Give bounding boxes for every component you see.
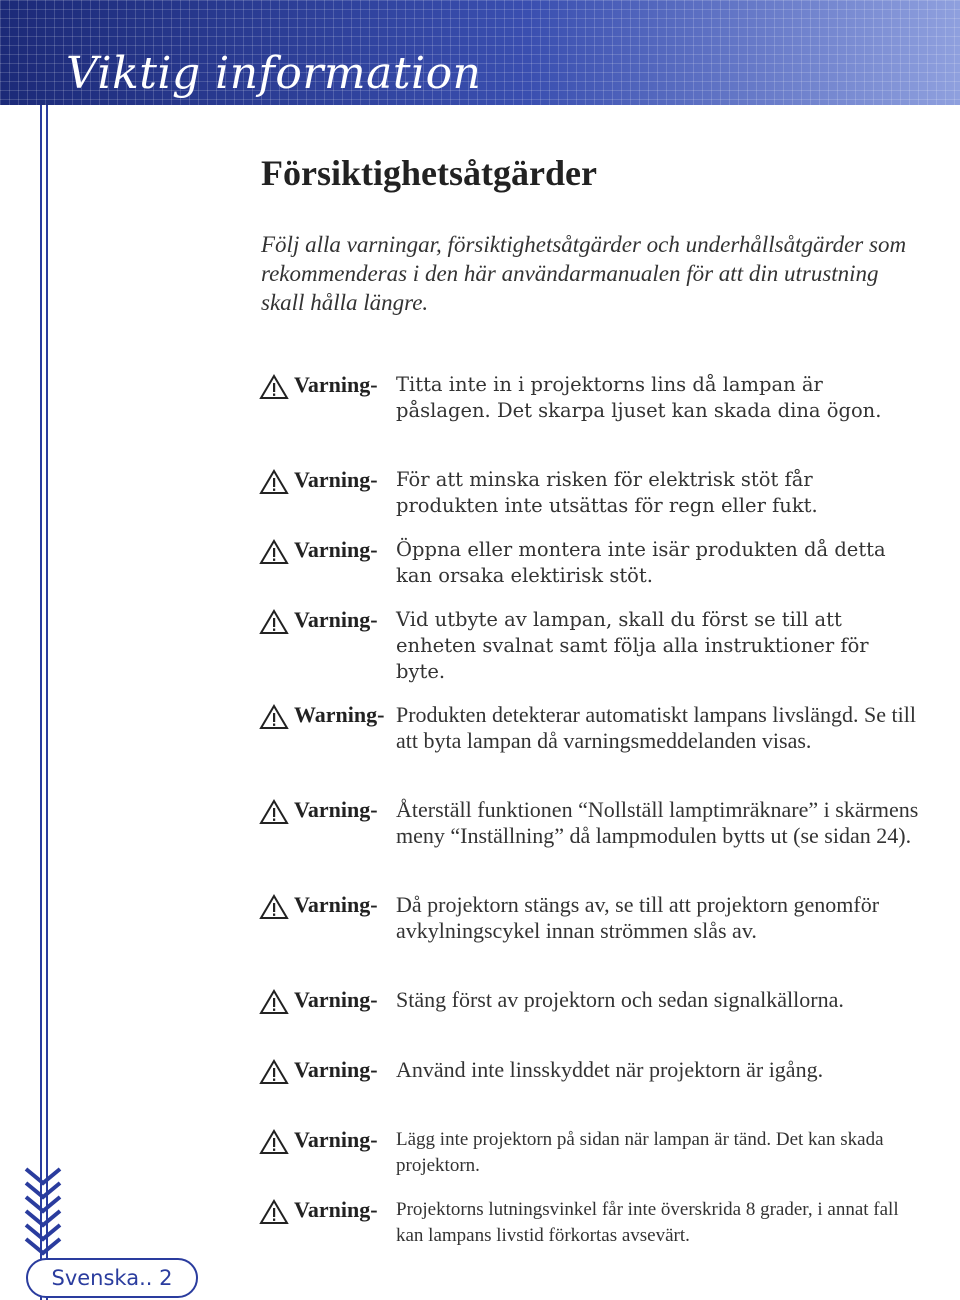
- warning-label: Varning-: [294, 537, 378, 562]
- warning-triangle-icon: [259, 539, 289, 565]
- warning-triangle-icon: [259, 1199, 289, 1225]
- warning-text: Titta inte in i projektorns lins då lampan är påslagen. Det skarpa ljuset kan skada dina ögon.: [396, 373, 882, 422]
- warning-text: För att minska risken för elektrisk stöt får produkten inte utsättas för regn eller fukt.: [396, 468, 818, 517]
- page-number-badge: Svenska.. 2: [26, 1258, 198, 1298]
- warning-label: Varning-: [294, 607, 378, 632]
- warning-text: Vid utbyte av lampan, skall du först se till att enheten svalnat samt följa alla instruktioner för byte.: [396, 608, 869, 683]
- page-header-title: Viktig information: [66, 48, 482, 99]
- warning-text: Stäng först av projektorn och sedan signalkällorna.: [396, 987, 844, 1012]
- warning-label: Varning-: [294, 1127, 378, 1152]
- warning-triangle-icon: [259, 469, 289, 495]
- warning-label: Warning-: [294, 702, 385, 727]
- warning-text: Återställ funktionen “Nollställ lamptimräknare” i skärmens meny “Inställning” då lampmodulen bytts ut (se sidan 24).: [396, 797, 919, 848]
- warning-text: Använd inte linsskyddet när projektorn är igång.: [396, 1057, 824, 1082]
- warning-label: Varning-: [294, 372, 378, 397]
- margin-rule-right: [46, 105, 48, 1300]
- warning-triangle-icon: [259, 704, 289, 730]
- warning-triangle-icon: [259, 1059, 289, 1085]
- intro-paragraph: Följ alla varningar, försiktighetsåtgärder och underhållsåtgärder som rekommenderas i den här användarmanualen för att din utrustning skall hålla längre.: [261, 232, 907, 315]
- warning-text: Projektorns lutningsvinkel får inte överskrida 8 grader, i annat fall kan lampans livstid förkortas avsevärt.: [396, 1199, 899, 1246]
- warning-label: Varning-: [294, 797, 378, 822]
- section-title: Försiktighetsåtgärder: [261, 153, 597, 193]
- warning-label: Varning-: [294, 892, 378, 917]
- warning-text: Produkten detekterar automatiskt lampans livslängd. Se till att byta lampan då varningsmeddelanden visas.: [396, 702, 916, 753]
- warning-text: Lägg inte projektorn på sidan när lampan är tänd. Det kan skada projektorn.: [396, 1129, 884, 1176]
- margin-rule-left: [40, 105, 42, 1300]
- warning-label: Varning-: [294, 467, 378, 492]
- page-header-band: [0, 0, 960, 105]
- warning-text: Öppna eller montera inte isär produkten då detta kan orsaka elektirisk stöt.: [396, 538, 886, 587]
- warning-text: Då projektorn stängs av, se till att projektorn genomför avkylningscykel innan strömmen slås av.: [396, 892, 880, 943]
- warning-triangle-icon: [259, 374, 289, 400]
- warning-label: Varning-: [294, 1197, 378, 1222]
- warning-label: Varning-: [294, 987, 378, 1012]
- warning-triangle-icon: [259, 989, 289, 1015]
- chevron-down-icon: [22, 1165, 64, 1257]
- warning-triangle-icon: [259, 1129, 289, 1155]
- warning-label: Varning-: [294, 1057, 378, 1082]
- warning-triangle-icon: [259, 609, 289, 635]
- warning-triangle-icon: [259, 894, 289, 920]
- warning-triangle-icon: [259, 799, 289, 825]
